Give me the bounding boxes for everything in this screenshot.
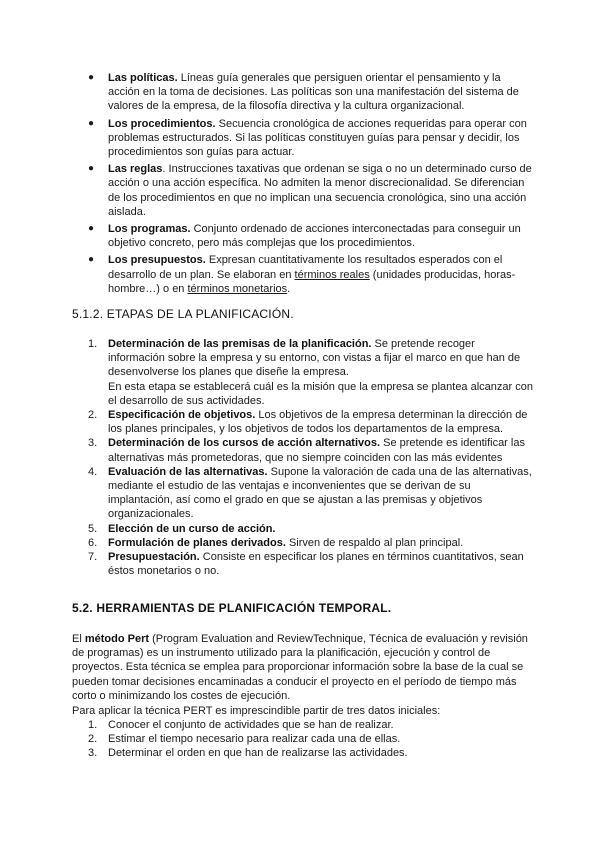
list-item: ● Las políticas. Líneas guía generales que persiguen orientar el pensamiento y la acción en la toma de decisiones. Las políticas son una manifestación del sistema de valores de la empresa, de la filosofía directiva y la cultura organizacional.: [88, 72, 519, 113]
link-terminos-monetarios[interactable]: términos monetarios: [187, 282, 288, 295]
pert-paragraph: El método Pert (Program Evaluation and ReviewTechnique, Técnica de evaluación y revisión de programas) es un instrumento utilizado para la planificación, ejecución y control de proyectos. Esta técnica se emplea para proporcionar información sobre la base de la cual se pueden tomar decisiones encaminadas a conducir el proyecto en el período de tiempo más corto o minimizando los costes de ejecución.: [72, 633, 528, 702]
list-item: ● Los presupuestos. Expresan cuantitativamente los resultados esperados con el desarrollo de un plan. Se elaboran en términos reales (unidades producidas, horas-hombre…) o en términos monetarios.: [88, 254, 516, 295]
list-item: 2. Estimar el tiempo necesario para realizar cada una de ellas.: [88, 733, 401, 746]
list-item: ● Las reglas. Instrucciones taxativas que ordenan se siga o no un determinado curso de acción o una acción específica. No admiten la menor discrecionalidad. Se diferencian de los procedimientos en que no implican una secuencia cronológica, sino una acción aislada.: [88, 163, 532, 218]
list-item: 5. Elección de un curso de acción.: [88, 522, 276, 535]
bullet-icon: ●: [88, 117, 95, 129]
list-item: 1. Conocer el conjunto de actividades que se han de realizar.: [88, 719, 394, 731]
list-item: 2. Especificación de objetivos. Los objetivos de la empresa determinan la dirección de los planes principales, y los objetivos de todos los departamentos de la empresa.: [88, 409, 528, 436]
pert-intro: Para aplicar la técnica PERT es imprescindible partir de tres datos iniciales:: [72, 705, 441, 717]
section-heading-herramientas: 5.2. HERRAMIENTAS DE PLANIFICACIÓN TEMPORAL.: [72, 601, 392, 615]
bullet-icon: ●: [88, 223, 95, 235]
pert-steps-list: [88, 718, 528, 761]
bullet-icon: ●: [88, 72, 95, 83]
link-terminos-reales[interactable]: términos reales: [294, 268, 370, 281]
list-item: 6. Formulación de planes derivados. Sirven de respaldo al plan principal.: [88, 536, 464, 549]
list-item: 4. Evaluación de las alternativas. Supone la valoración de cada una de las alternativas, mediante el estudio de las ventajas e inconvenientes que se derivan de su implantación, así como el grado en que se ajustan a las premisas y objetivos organizacionales.: [88, 465, 532, 521]
etapas-list: [88, 337, 533, 578]
section-heading-etapas: 5.1.2. ETAPAS DE LA PLANIFICACIÓN.: [72, 307, 294, 321]
list-item: ● Los procedimientos. Secuencia cronológica de acciones requeridas para operar con problemas estructurados. Si las políticas constituyen guías para pensar y decidir, los procedimientos son guías para actuar.: [88, 117, 527, 159]
list-item: 1. Determinación de las premisas de la planificación. Se pretende recoger información sobre la empresa y su entorno, con vistas a fijar el marco en que han de desenvolverse los planes que diseñe la empresa. En esta etapa se establecerá cuál es la misión que la empresa se plantea alcanzar con el desarrollo de sus actividades.: [88, 338, 533, 407]
bullet-icon: ●: [88, 254, 95, 266]
bullet-icon: ●: [88, 163, 95, 175]
planning-types-list: [88, 71, 533, 299]
list-item: 7. Presupuestación. Consiste en especificar los planes en términos cuantitativos, sean éstos monetarios o no.: [88, 551, 524, 578]
list-item: ● Los programas. Conjunto ordenado de acciones interconectadas para conseguir un objetivo concreto, pero más complejas que los procedimientos.: [88, 223, 521, 250]
list-item: 3. Determinación de los cursos de acción alternativos. Se pretende es identificar las alternativas más prometedoras, que no siempre coinciden con las más evidentes: [88, 437, 525, 464]
list-item: 3. Determinar el orden en que han de realizarse las actividades.: [88, 747, 408, 760]
